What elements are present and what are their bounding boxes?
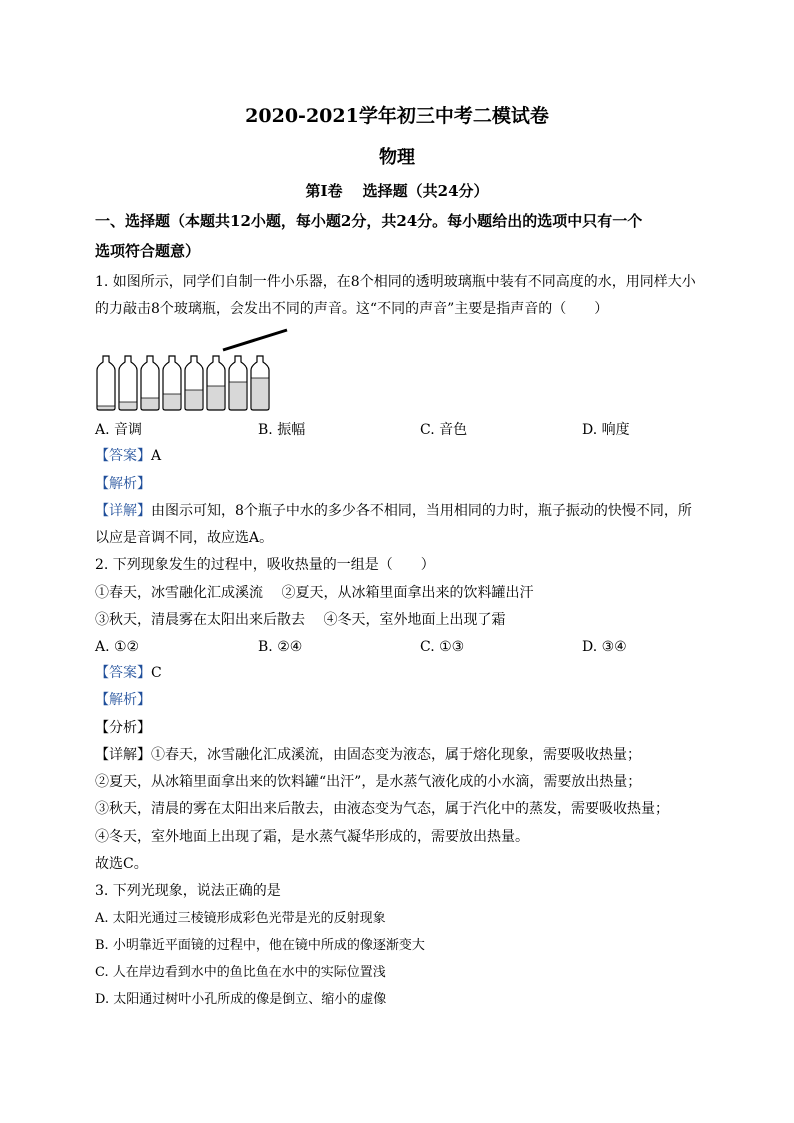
q1-option-d: D. 响度 [582,422,630,438]
q1-answer [95,447,161,465]
q2-analysis [95,691,151,709]
q2-detail-line2: ②夏天，从冰箱里面拿出来的饮料罐“出汗”，是水蒸气液化成的小水滴，需要放出热量； [95,774,642,790]
fenxi-tag: 【分析】 [95,720,151,736]
bottle [185,356,203,410]
section-title: 第Ⅰ卷 选择题（共24分） [305,182,489,200]
detail-tag: 【详解】 [95,747,151,763]
bottle [207,356,225,410]
bottle-water [186,390,202,410]
exam-title: 2020-2021学年初三中考二模试卷 [245,105,549,127]
bottle [141,356,159,410]
q2-option-a: A. ①② [95,639,140,655]
q1-detail-line2: 以应是音调不同，故应选A。 [95,530,274,546]
analysis-tag: 【解析】 [95,692,151,708]
bottle-water [120,402,136,410]
q1-stem-line2: 的力敲击8个玻璃瓶，会发出不同的声音。这“不同的声音”主要是指声音的（ ） [95,301,609,317]
bottle-water [164,394,180,410]
bottle-outline [97,356,115,410]
q2-detail-line1 [95,746,641,764]
bottle-water [208,386,224,410]
analysis-tag: 【解析】 [95,476,151,492]
q1-stem-line1: 1. 如图所示，同学们自制一件小乐器，在8个相同的透明玻璃瓶中装有不同高度的水，用同样大小 [95,274,696,290]
q2-items-line1: ①春天，冰雪融化汇成溪流 ②夏天，从冰箱里面拿出来的饮料罐出汗 [95,585,534,601]
q1-detail-text1: 由图示可知，8个瓶子中水的多少各不相同，当用相同的力时，瓶子振动的快慢不同，所 [151,503,692,519]
answer-value: C [151,665,162,681]
q1-option-a: A. 音调 [95,422,143,438]
q2-detail-line4: ④冬天，室外地面上出现了霜，是水蒸气凝华形成的，需要放出热量。 [95,829,529,845]
q3-option-b: B. 小明靠近平面镜的过程中，他在镜中所成的像逐渐变大 [95,938,425,953]
bottle-water [142,398,158,410]
q2-option-d: D. ③④ [582,639,627,655]
subject-title: 物理 [379,147,415,168]
answer-value: A [151,448,162,464]
q1-option-c: C. 音色 [420,422,468,438]
q2-answer [95,664,162,682]
bottle-water [252,378,268,410]
part1-heading-line2: 选项符合题意） [95,242,201,260]
q3-stem: 3. 下列光现象，说法正确的是 [95,883,281,899]
q2-stem: 2. 下列现象发生的过程中，吸收热量的一组是（ ） [95,557,435,573]
bottle [229,356,247,410]
q2-conclusion: 故选C。 [95,856,148,872]
q2-items-line2: ③秋天，清晨雾在太阳出来后散去 ④冬天，室外地面上出现了霜 [95,612,506,628]
q3-option-c: C. 人在岸边看到水中的鱼比鱼在水中的实际位置浅 [95,965,386,980]
q2-option-b: B. ②④ [258,639,303,655]
q3-option-a: A. 太阳光通过三棱镜形成彩色光带是光的反射现象 [95,911,386,926]
q1-analysis [95,475,151,493]
q3-option-d: D. 太阳通过树叶小孔所成的像是倒立、缩小的虚像 [95,992,387,1007]
part1-heading-line1: 一、选择题（本题共12小题，每小题2分，共24分。每小题给出的选项中只有一个 [95,212,643,230]
q2-detail-text1: ①春天，冰雪融化汇成溪流，由固态变为液态，属于熔化现象，需要吸收热量； [151,747,641,763]
answer-tag: 【答案】 [95,448,151,464]
q2-detail-line3: ③秋天，清晨的雾在太阳出来后散去，由液态变为气态，属于汽化中的蒸发，需要吸收热量； [95,801,669,817]
q2-fenxi [95,719,151,737]
striking-stick [223,330,287,350]
bottle-water [230,382,246,410]
answer-tag: 【答案】 [95,665,151,681]
q1-option-b: B. 振幅 [258,422,306,438]
bottle-water [98,406,114,410]
bottle [97,356,115,410]
bottle [119,356,137,410]
bottle [163,356,181,410]
detail-tag: 【详解】 [95,503,151,519]
bottles-figure [93,326,293,416]
q2-option-c: C. ①③ [420,639,465,655]
bottle [251,356,269,410]
q1-detail-line1 [95,502,692,520]
